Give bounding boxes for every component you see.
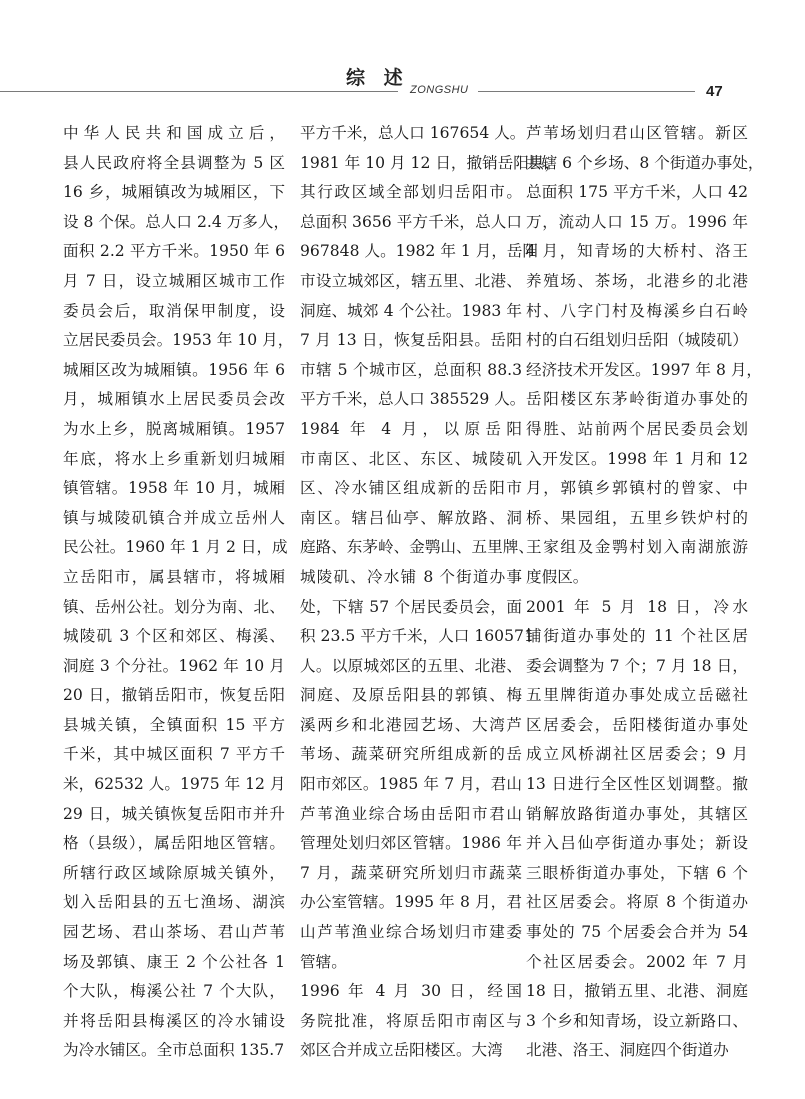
text-line: 米，62532 人。1975 年 12 月 <box>63 775 286 794</box>
page-number: 47 <box>706 83 723 100</box>
text-line: 市辖 5 个城市区，总面积 88.3 <box>300 360 522 379</box>
text-line: 洞庭 3 个分社。1962 年 10 月 <box>63 656 285 675</box>
text-line: 面积 2.2 平方千米。1950 年 6 <box>63 242 285 261</box>
text-line: 委员会后，取消保甲制度，设 <box>63 301 285 320</box>
text-line: 成立风桥湖社区居委会；9 月 <box>526 745 748 764</box>
text-line: 万，流动人口 15 万。1996 年 <box>526 212 748 231</box>
text-line: 村的白石组划归岳阳（城陵矶） <box>526 331 748 350</box>
text-line: 月，郭镇乡郭镇村的曾家、中 <box>526 479 748 498</box>
header-rule-left <box>0 91 398 92</box>
text-line: 洞庭、及原岳阳县的郭镇、梅 <box>300 686 522 705</box>
text-line: 管辖。 <box>300 952 347 971</box>
text-line: 委会调整为 7 个；7 月 18 日， <box>526 656 748 675</box>
text-line: 为水上乡，脱离城厢镇。1957 <box>63 419 285 438</box>
text-line: 29 日，城关镇恢复岳阳市并升 <box>63 804 285 823</box>
text-line: 1984 年 4 月，以原岳阳 <box>300 419 522 438</box>
text-line: 处，下辖 57 个居民委员会，面 <box>300 597 522 616</box>
text-line: 山芦苇渔业综合场划归市建委 <box>300 923 522 942</box>
paragraph <box>300 415 534 977</box>
text-line: 并入吕仙亭街道办事处；新设 <box>526 834 748 853</box>
text-line: 阳市郊区。1985 年 7 月，君山 <box>300 775 522 794</box>
text-line: 桥、果园组，五里乡铁炉村的 <box>526 508 748 527</box>
text-line: 郊区合并成立岳阳楼区。大湾 <box>300 1041 503 1060</box>
text-line: 年底，将水上乡重新划归城厢 <box>63 449 285 468</box>
text-line: 总面积 175 平方千米，人口 42 <box>526 183 748 202</box>
text-column-1 <box>63 119 294 1066</box>
text-line: 市南区、北区、东区、城陵矶 <box>300 449 522 468</box>
text-line: 养殖场、茶场，北港乡的北港 <box>526 271 748 290</box>
text-line: 镇与城陵矶镇合并成立岳州人 <box>63 508 285 527</box>
text-line: 1981 年 10 月 12 日，撤销岳阳县， <box>300 153 561 172</box>
text-column-3 <box>526 119 764 1066</box>
text-line: 总面积 3656 平方千米，总人口 <box>300 212 522 231</box>
text-line: 场及郭镇、康王 2 个公社各 1 <box>63 952 285 971</box>
text-line: 7 月 13 日，恢复岳阳县。岳阳 <box>300 331 522 350</box>
section-subtitle: ZONGSHU <box>410 84 469 96</box>
text-line: 月，城厢镇水上居民委员会改 <box>63 390 285 409</box>
page-header <box>0 0 805 110</box>
text-line: 千米，其中城区面积 7 平方千 <box>63 745 285 764</box>
text-line: 其行政区域全部划归岳阳市。 <box>300 183 522 202</box>
text-line: 立居民委员会。1953 年 10 月， <box>63 331 294 350</box>
text-line: 4 月，知青场的大桥村、洛王 <box>526 242 748 261</box>
text-line: 为冷水铺区。全市总面积 135.7 <box>63 1041 285 1060</box>
text-line: 平方千米，总人口 385529 人。 <box>300 390 526 409</box>
text-line: 区居委会，岳阳楼街道办事处 <box>526 715 748 734</box>
text-line: 7 月，蔬菜研究所划归市蔬菜 <box>300 863 522 882</box>
paragraph <box>300 119 561 415</box>
text-line: 城陵矶、冷水铺 8 个街道办事 <box>300 567 522 586</box>
text-line: 五里牌街道办事处成立岳磁社 <box>526 686 748 705</box>
paragraph <box>526 119 764 593</box>
text-line: 16 乡，城厢镇改为城厢区，下 <box>63 183 285 202</box>
text-line: 镇管辖。1958 年 10 月，城厢 <box>63 479 285 498</box>
header-rule-right <box>478 91 695 92</box>
text-line: 务院批准，将原岳阳市南区与 <box>300 1011 522 1030</box>
text-line: 20 日，撤销岳阳市，恢复岳阳 <box>63 686 285 705</box>
text-line: 立岳阳市，属县辖市，将城厢 <box>63 567 285 586</box>
text-line: 县城关镇，全镇面积 15 平方 <box>63 715 285 734</box>
text-line: 个大队，梅溪公社 7 个大队， <box>63 982 285 1001</box>
text-line: 事处的 75 个居委会合并为 54 <box>526 923 748 942</box>
text-line: 入开发区。1998 年 1 月和 12 <box>526 449 748 468</box>
text-line: 洞庭、城郊 4 个公社。1983 年 <box>300 301 522 320</box>
text-line: 划入岳阳县的五七渔场、湖滨 <box>63 893 285 912</box>
text-line: 人。以原城郊区的五里、北港、 <box>300 656 522 675</box>
text-line: 中华人民共和国成立后， <box>63 124 285 142</box>
paragraph <box>63 119 294 1066</box>
text-line: 岳阳楼区东茅岭街道办事处的 <box>526 390 748 409</box>
text-line: 区、冷水铺区组成新的岳阳市 <box>300 479 522 498</box>
text-line: 办公室管辖。1995 年 8 月，君 <box>300 893 522 912</box>
text-line: 度假区。 <box>526 567 589 586</box>
text-line: 芦苇场划归君山区管辖。新区 <box>526 124 748 142</box>
text-line: 市设立城郊区，辖五里、北港、 <box>300 271 522 290</box>
text-line: 积 23.5 平方千米，人口 160571 <box>300 627 534 646</box>
text-line: 3 个乡和知青场，设立新路口、 <box>526 1011 748 1030</box>
text-line: 并将岳阳县梅溪区的冷水铺设 <box>63 1011 285 1030</box>
text-line: 南区。辖吕仙亭、解放路、洞 <box>300 508 522 527</box>
text-line: 城厢区改为城厢镇。1956 年 6 <box>63 360 285 379</box>
text-line: 北港、洛王、洞庭四个街道办 <box>526 1041 729 1060</box>
text-line: 设 8 个保。总人口 2.4 万多人， <box>63 212 290 231</box>
text-line: 所辖行政区域除原城关镇外， <box>63 863 285 882</box>
text-line: 平方千米，总人口 167654 人。 <box>300 124 526 142</box>
text-line: 苇场、蔬菜研究所组成新的岳 <box>300 745 522 764</box>
text-line: 经济技术开发区。1997 年 8 月， <box>526 360 763 379</box>
text-line: 管理处划归郊区管辖。1986 年 <box>300 834 522 853</box>
text-line: 月 7 日，设立城厢区城市工作 <box>63 271 285 290</box>
text-line: 镇、岳州公社。划分为南、北、 <box>63 597 285 616</box>
text-line: 13 日进行全区性区划调整。撤 <box>526 775 748 794</box>
text-line: 王家组及金鹗村划入南湖旅游 <box>526 538 748 557</box>
text-line: 民公社。1960 年 1 月 2 日，成 <box>63 538 288 557</box>
text-line: 庭路、东茅岭、金鹗山、五里牌、 <box>300 538 534 557</box>
text-line: 三眼桥街道办事处，下辖 6 个 <box>526 863 748 882</box>
text-line: 村、八字门村及梅溪乡白石岭 <box>526 301 748 320</box>
text-line: 18 日，撤销五里、北港、洞庭 <box>526 982 748 1001</box>
text-line: 园艺场、君山茶场、君山芦苇 <box>63 923 285 942</box>
text-line: 铺街道办事处的 11 个社区居 <box>526 627 748 646</box>
text-line: 格（县级），属岳阳地区管辖。 <box>63 834 285 853</box>
text-line: 芦苇渔业综合场由岳阳市君山 <box>300 804 522 823</box>
text-line: 溪两乡和北港园艺场、大湾芦 <box>300 715 522 734</box>
text-line: 县人民政府将全县调整为 5 区 <box>63 153 285 172</box>
paragraph <box>300 977 522 1066</box>
text-line: 共辖 6 个乡场、8 个街道办事处， <box>526 153 764 172</box>
text-line: 社区居委会。将原 8 个街道办 <box>526 893 748 912</box>
text-line: 个社区居委会。2002 年 7 月 <box>526 952 748 971</box>
section-title: 综 述 <box>346 67 409 89</box>
text-line: 销解放路街道办事处，其辖区 <box>526 804 748 823</box>
text-line: 967848 人。1982 年 1 月，岳阳 <box>300 242 539 261</box>
text-line: 1996 年 4 月 30 日，经国 <box>300 982 522 1001</box>
text-line: 城陵矶 3 个区和郊区、梅溪、 <box>63 627 285 646</box>
paragraph <box>526 593 748 1067</box>
text-line: 得胜、站前两个居民委员会划 <box>526 419 748 438</box>
text-line: 2001 年 5 月 18 日，冷水 <box>526 597 748 616</box>
